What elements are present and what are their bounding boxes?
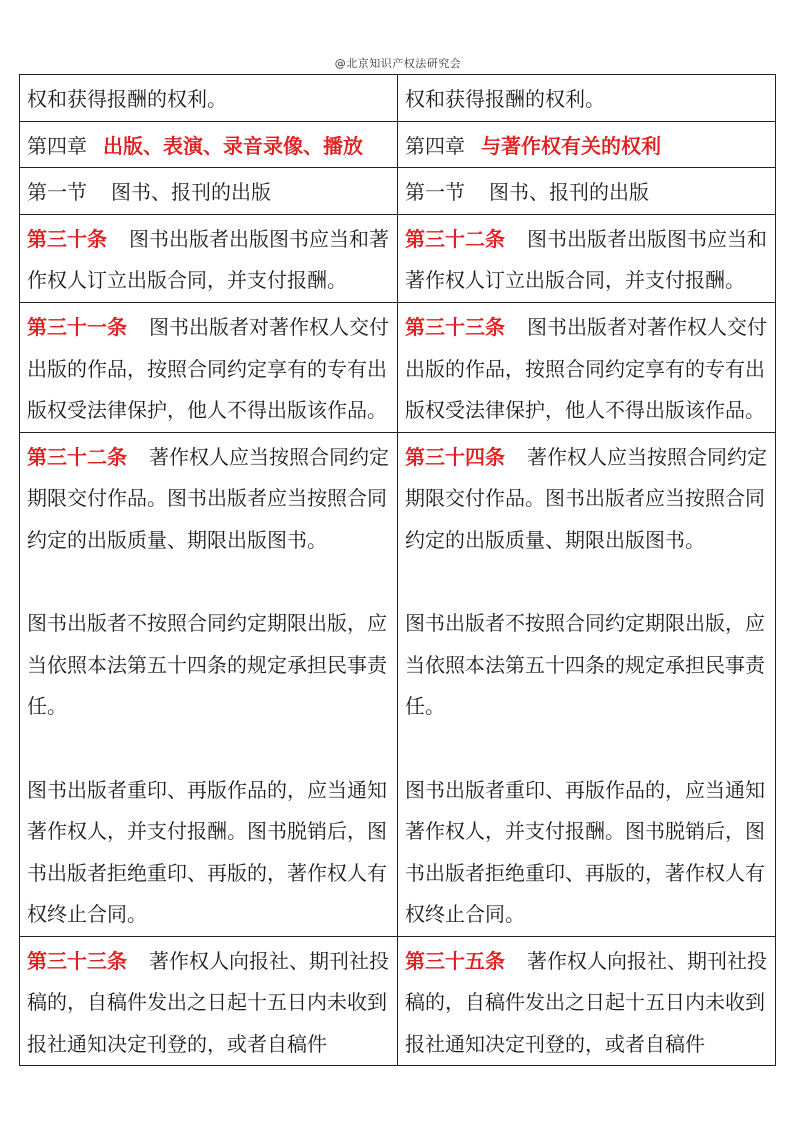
article-number: 第三十二条 — [405, 226, 505, 251]
article-paragraph — [405, 437, 769, 562]
chapter-label: 第四章 — [405, 133, 465, 158]
article-number: 第三十一条 — [27, 314, 127, 339]
old-law-cell — [20, 168, 398, 215]
table-row — [20, 75, 776, 122]
section-title: 图书、报刊的出版 — [489, 180, 649, 205]
section-title: 图书、报刊的出版 — [111, 180, 271, 205]
article-number: 第三十三条 — [27, 948, 127, 973]
chapter-title: 出版、表演、录音录像、播放 — [103, 133, 363, 158]
article-row — [20, 936, 776, 1065]
cell-text: 权和获得报酬的权利。 — [27, 87, 227, 111]
article-text: 图书出版者出版图书应当和著作权人订立出版合同，并支付报酬。 — [27, 226, 389, 293]
article-paragraph: 图书出版者不按照合同约定期限出版，应当依照本法第五十四条的规定承担民事责任。 — [27, 611, 387, 719]
new-law-cell — [398, 75, 776, 122]
article-number: 第三十条 — [27, 226, 107, 251]
article-number: 第三十三条 — [405, 314, 505, 339]
section-label: 第一节 — [27, 180, 87, 205]
old-law-cell — [20, 432, 398, 936]
chapter-row — [20, 121, 776, 168]
article-row — [20, 302, 776, 432]
article-paragraph — [27, 437, 391, 562]
comparison-table — [19, 74, 776, 1066]
article-text: 著作权人应当按照合同约定期限交付作品。图书出版者应当按照合同约定的出版质量、期限出版图书。 — [405, 444, 767, 552]
article-text: 著作权人向报社、期刊社投稿的，自稿件发出之日起十五日内未收到报社通知决定刊登的，或者自稿件 — [27, 948, 389, 1057]
article-number: 第三十五条 — [405, 948, 505, 973]
watermark: @北京知识产权法研究会 — [334, 57, 462, 70]
cell-text: 权和获得报酬的权利。 — [405, 87, 605, 111]
old-law-cell — [20, 302, 398, 432]
new-law-cell — [398, 936, 776, 1065]
old-law-cell — [20, 121, 398, 168]
old-law-cell — [20, 214, 398, 302]
article-number: 第三十二条 — [27, 444, 127, 469]
article-text: 图书出版者对著作权人交付出版的作品，按照合同约定享有的专有出版权受法律保护，他人不得出版该作品。 — [405, 314, 767, 423]
article-row — [20, 432, 776, 936]
article-text: 图书出版者对著作权人交付出版的作品，按照合同约定享有的专有出版权受法律保护，他人不得出版该作品。 — [27, 314, 389, 423]
article-paragraph: 图书出版者重印、再版作品的，应当通知著作权人，并支付报酬。图书脱销后，图书出版者拒绝重印、再版的，著作权人有权终止合同。 — [405, 777, 765, 927]
article-text: 著作权人应当按照合同约定期限交付作品。图书出版者应当按照合同约定的出版质量、期限出版图书。 — [27, 444, 389, 552]
section-row — [20, 168, 776, 215]
new-law-cell — [398, 168, 776, 215]
old-law-cell — [20, 75, 398, 122]
new-law-cell — [398, 214, 776, 302]
section-label: 第一节 — [405, 180, 465, 205]
old-law-cell — [20, 936, 398, 1065]
article-paragraph: 图书出版者重印、再版作品的，应当通知著作权人，并支付报酬。图书脱销后，图书出版者拒绝重印、再版的，著作权人有权终止合同。 — [27, 777, 387, 927]
article-text: 图书出版者出版图书应当和著作权人订立出版合同，并支付报酬。 — [405, 226, 767, 293]
new-law-cell — [398, 302, 776, 432]
new-law-cell — [398, 121, 776, 168]
new-law-cell — [398, 432, 776, 936]
article-number: 第三十四条 — [405, 444, 505, 469]
chapter-title: 与著作权有关的权利 — [481, 133, 661, 158]
article-paragraph: 图书出版者不按照合同约定期限出版，应当依照本法第五十四条的规定承担民事责任。 — [405, 611, 765, 719]
article-text: 著作权人向报社、期刊社投稿的，自稿件发出之日起十五日内未收到报社通知决定刊登的，或者自稿件 — [405, 948, 767, 1057]
chapter-label: 第四章 — [27, 133, 87, 158]
article-row — [20, 214, 776, 302]
